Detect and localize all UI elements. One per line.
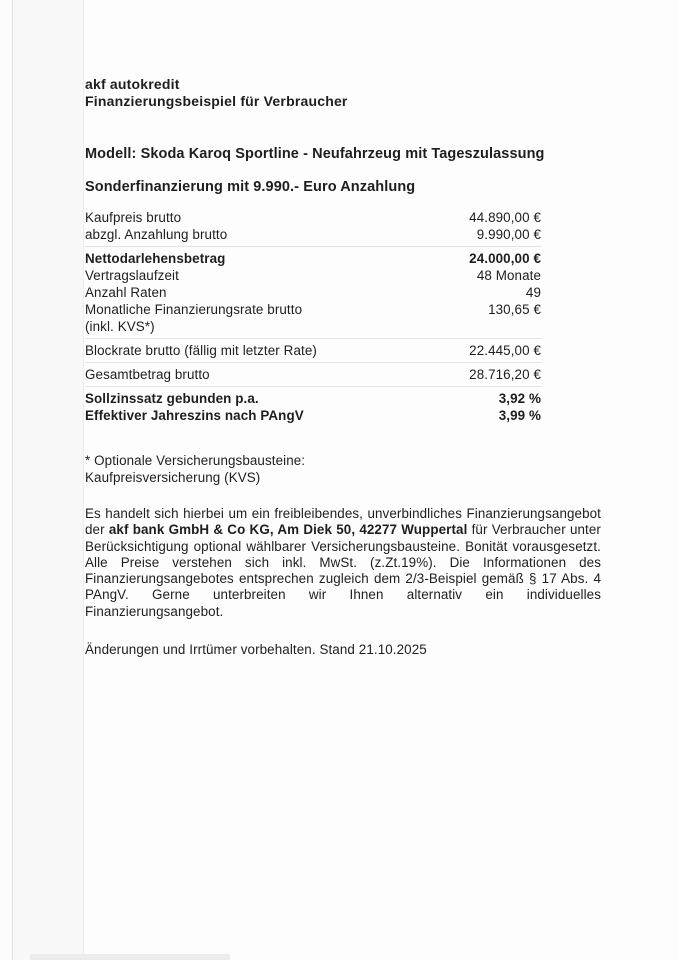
row-label: Kaufpreis brutto xyxy=(85,210,182,225)
table-separator xyxy=(85,338,541,339)
revision-note: Änderungen und Irrtümer vorbehalten. Stand 21.10.2025 xyxy=(85,642,427,657)
row-label: Blockrate brutto (fällig mit letzter Rate) xyxy=(85,343,317,358)
row-value: 48 Monate xyxy=(476,268,541,283)
disclaimer-bank-address: akf bank GmbH & Co KG, Am Diek 50, 42277 Wuppertal xyxy=(108,522,468,538)
row-label: Effektiver Jahreszins nach PAngV xyxy=(85,408,304,423)
disclaimer-text-before: Es handelt sich hierbei um ein freibleibendes, unverbindliches Finanzierungsangebot der xyxy=(85,506,601,538)
table-row-nettodarlehensbetrag xyxy=(85,250,541,267)
table-row-blockrate xyxy=(85,342,541,359)
table-row-inkl-kvs xyxy=(85,318,541,335)
table-separator xyxy=(85,362,541,363)
row-value: 44.890,00 € xyxy=(469,210,541,225)
row-label: Sollzinssatz gebunden p.a. xyxy=(85,391,259,406)
row-value: 130,65 € xyxy=(488,302,541,317)
table-separator xyxy=(85,246,541,247)
row-label: abzgl. Anzahlung brutto xyxy=(85,227,228,242)
row-label: Nettodarlehensbetrag xyxy=(85,251,226,266)
brand-title: akf autokredit xyxy=(85,76,180,92)
financing-table xyxy=(85,209,541,424)
table-row-gesamtbetrag xyxy=(85,366,541,383)
offer-heading: Sonderfinanzierung mit 9.990.- Euro Anzahlung xyxy=(85,179,416,195)
disclaimer-paragraph xyxy=(85,506,601,620)
model-heading: Modell: Skoda Karoq Sportline - Neufahrzeug mit Tageszulassung xyxy=(85,146,545,162)
footnote-line-2: Kaufpreisversicherung (KVS) xyxy=(85,470,261,485)
row-label: (inkl. KVS*) xyxy=(85,319,155,334)
disclaimer-text-after: für Verbraucher unter Berücksichtigung optional wählbarer Versicherungsbausteine. Bonität vorausgesetzt. Alle Preise verstehen sich inkl. MwSt. (z.Zt.19%). Die Informationen des Finanzierungsangebotes entsprechen zugleich dem 2/3-Beispiel gemäß § 17 Abs. 4 PAngV. Gerne unterbreiten wir Ihnen alternativ ein individuelles Finanzierungsangebot. xyxy=(85,522,601,619)
table-row-anzahlung xyxy=(85,226,541,243)
row-value: 24.000,00 € xyxy=(469,251,541,266)
table-separator xyxy=(85,386,541,387)
footnote-line-1: * Optionale Versicherungsbausteine: xyxy=(85,453,306,468)
scan-fold-line-inner xyxy=(83,0,84,960)
brand-block xyxy=(85,76,348,110)
table-row-sollzinssatz xyxy=(85,390,541,407)
row-value: 28.716,20 € xyxy=(469,367,541,382)
table-row-vertragslaufzeit xyxy=(85,267,541,284)
row-label: Gesamtbetrag brutto xyxy=(85,367,210,382)
row-value: 9.990,00 € xyxy=(476,227,541,242)
table-row-anzahl-raten xyxy=(85,284,541,301)
row-label: Anzahl Raten xyxy=(85,285,167,300)
table-row-effektiver-jahreszins xyxy=(85,407,541,424)
row-value: 3,92 % xyxy=(498,391,541,406)
footnote-block xyxy=(85,452,305,486)
row-label: Monatliche Finanzierungsrate brutto xyxy=(85,302,303,317)
row-value: 22.445,00 € xyxy=(469,343,541,358)
document-content xyxy=(85,0,601,960)
row-value: 49 xyxy=(525,285,541,300)
row-label: Vertragslaufzeit xyxy=(85,268,179,283)
table-row-monatliche-rate xyxy=(85,301,541,318)
row-value: 3,99 % xyxy=(498,408,541,423)
table-row-kaufpreis xyxy=(85,209,541,226)
scan-fold-line-outer xyxy=(12,0,13,960)
document-subtitle: Finanzierungsbeispiel für Verbraucher xyxy=(85,93,348,109)
